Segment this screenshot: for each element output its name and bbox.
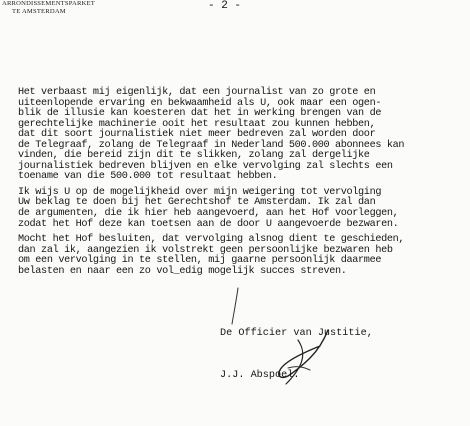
text-line: journalistiek bedreven blijven en elke vervolging zal slechts een xyxy=(18,160,393,172)
paragraph-2 xyxy=(18,188,468,230)
page-number: - 2 - xyxy=(208,0,242,12)
text-line: vinden, die bereid zijn dit te slikken, zolang zal dergelijke xyxy=(18,150,370,162)
text-line: dat dit soort journalistiek niet meer bedreven zal worden door xyxy=(18,129,376,141)
text-line: Ik wijs U op de mogelijkheid over mijn weigering tot vervolging xyxy=(18,186,382,198)
text-line: de Telegraaf, zolang de Telegraaf in Nederland 500.000 abonnees kan xyxy=(18,139,405,151)
text-line: dan zal ik, aangezien ik volstrekt geen persoonlijke bezwaren heb xyxy=(18,244,393,256)
text-line: de argumenten, die ik hier heb aangevoerd, aan het Hof voorleggen, xyxy=(18,208,399,220)
text-line: om een vervolging in te stellen, mij gaarne persoonlijk daarmee xyxy=(18,255,382,267)
text-line: Uw beklag te doen bij het Gerechtshof te Amsterdam. Ik zal dan xyxy=(18,197,376,209)
text-line: Het verbaast mij eigenlijk, dat een journalist van zo grote en xyxy=(18,87,376,98)
paragraph-3 xyxy=(18,235,468,277)
signer-name: J.J. Abspoel. xyxy=(220,370,300,381)
text-line: belasten en naar een zo vol_edig mogelijk succes streven. xyxy=(18,265,347,277)
paragraph-1 xyxy=(18,88,468,183)
text-line: uiteenlopende ervaring en bekwaamheid als U, ook maar een ogen- xyxy=(18,97,382,109)
text-line: blik de illusie kan koesteren dat het in werking brengen van de xyxy=(18,108,382,120)
text-line: toename van die 500.000 tot resultaat hebben. xyxy=(18,171,278,183)
letterhead xyxy=(2,0,95,16)
text-line: zodat het Hof deze kan toetsen aan de door U aangevoerde bezwaren. xyxy=(18,218,399,230)
text-line: Mocht het Hof besluiten, dat vervolging alsnog dient te geschieden, xyxy=(18,234,405,246)
letterhead-line-1: ARRONDISSEMENTSPARKET xyxy=(2,0,95,7)
letterhead-line-2: TE AMSTERDAM xyxy=(12,8,66,15)
text-line: gerechtelijke machinerie ooit het resultaat zou kunnen hebben, xyxy=(18,118,376,130)
letter-body xyxy=(18,88,468,277)
closing-title: De Officier van Justitie, xyxy=(220,328,373,339)
